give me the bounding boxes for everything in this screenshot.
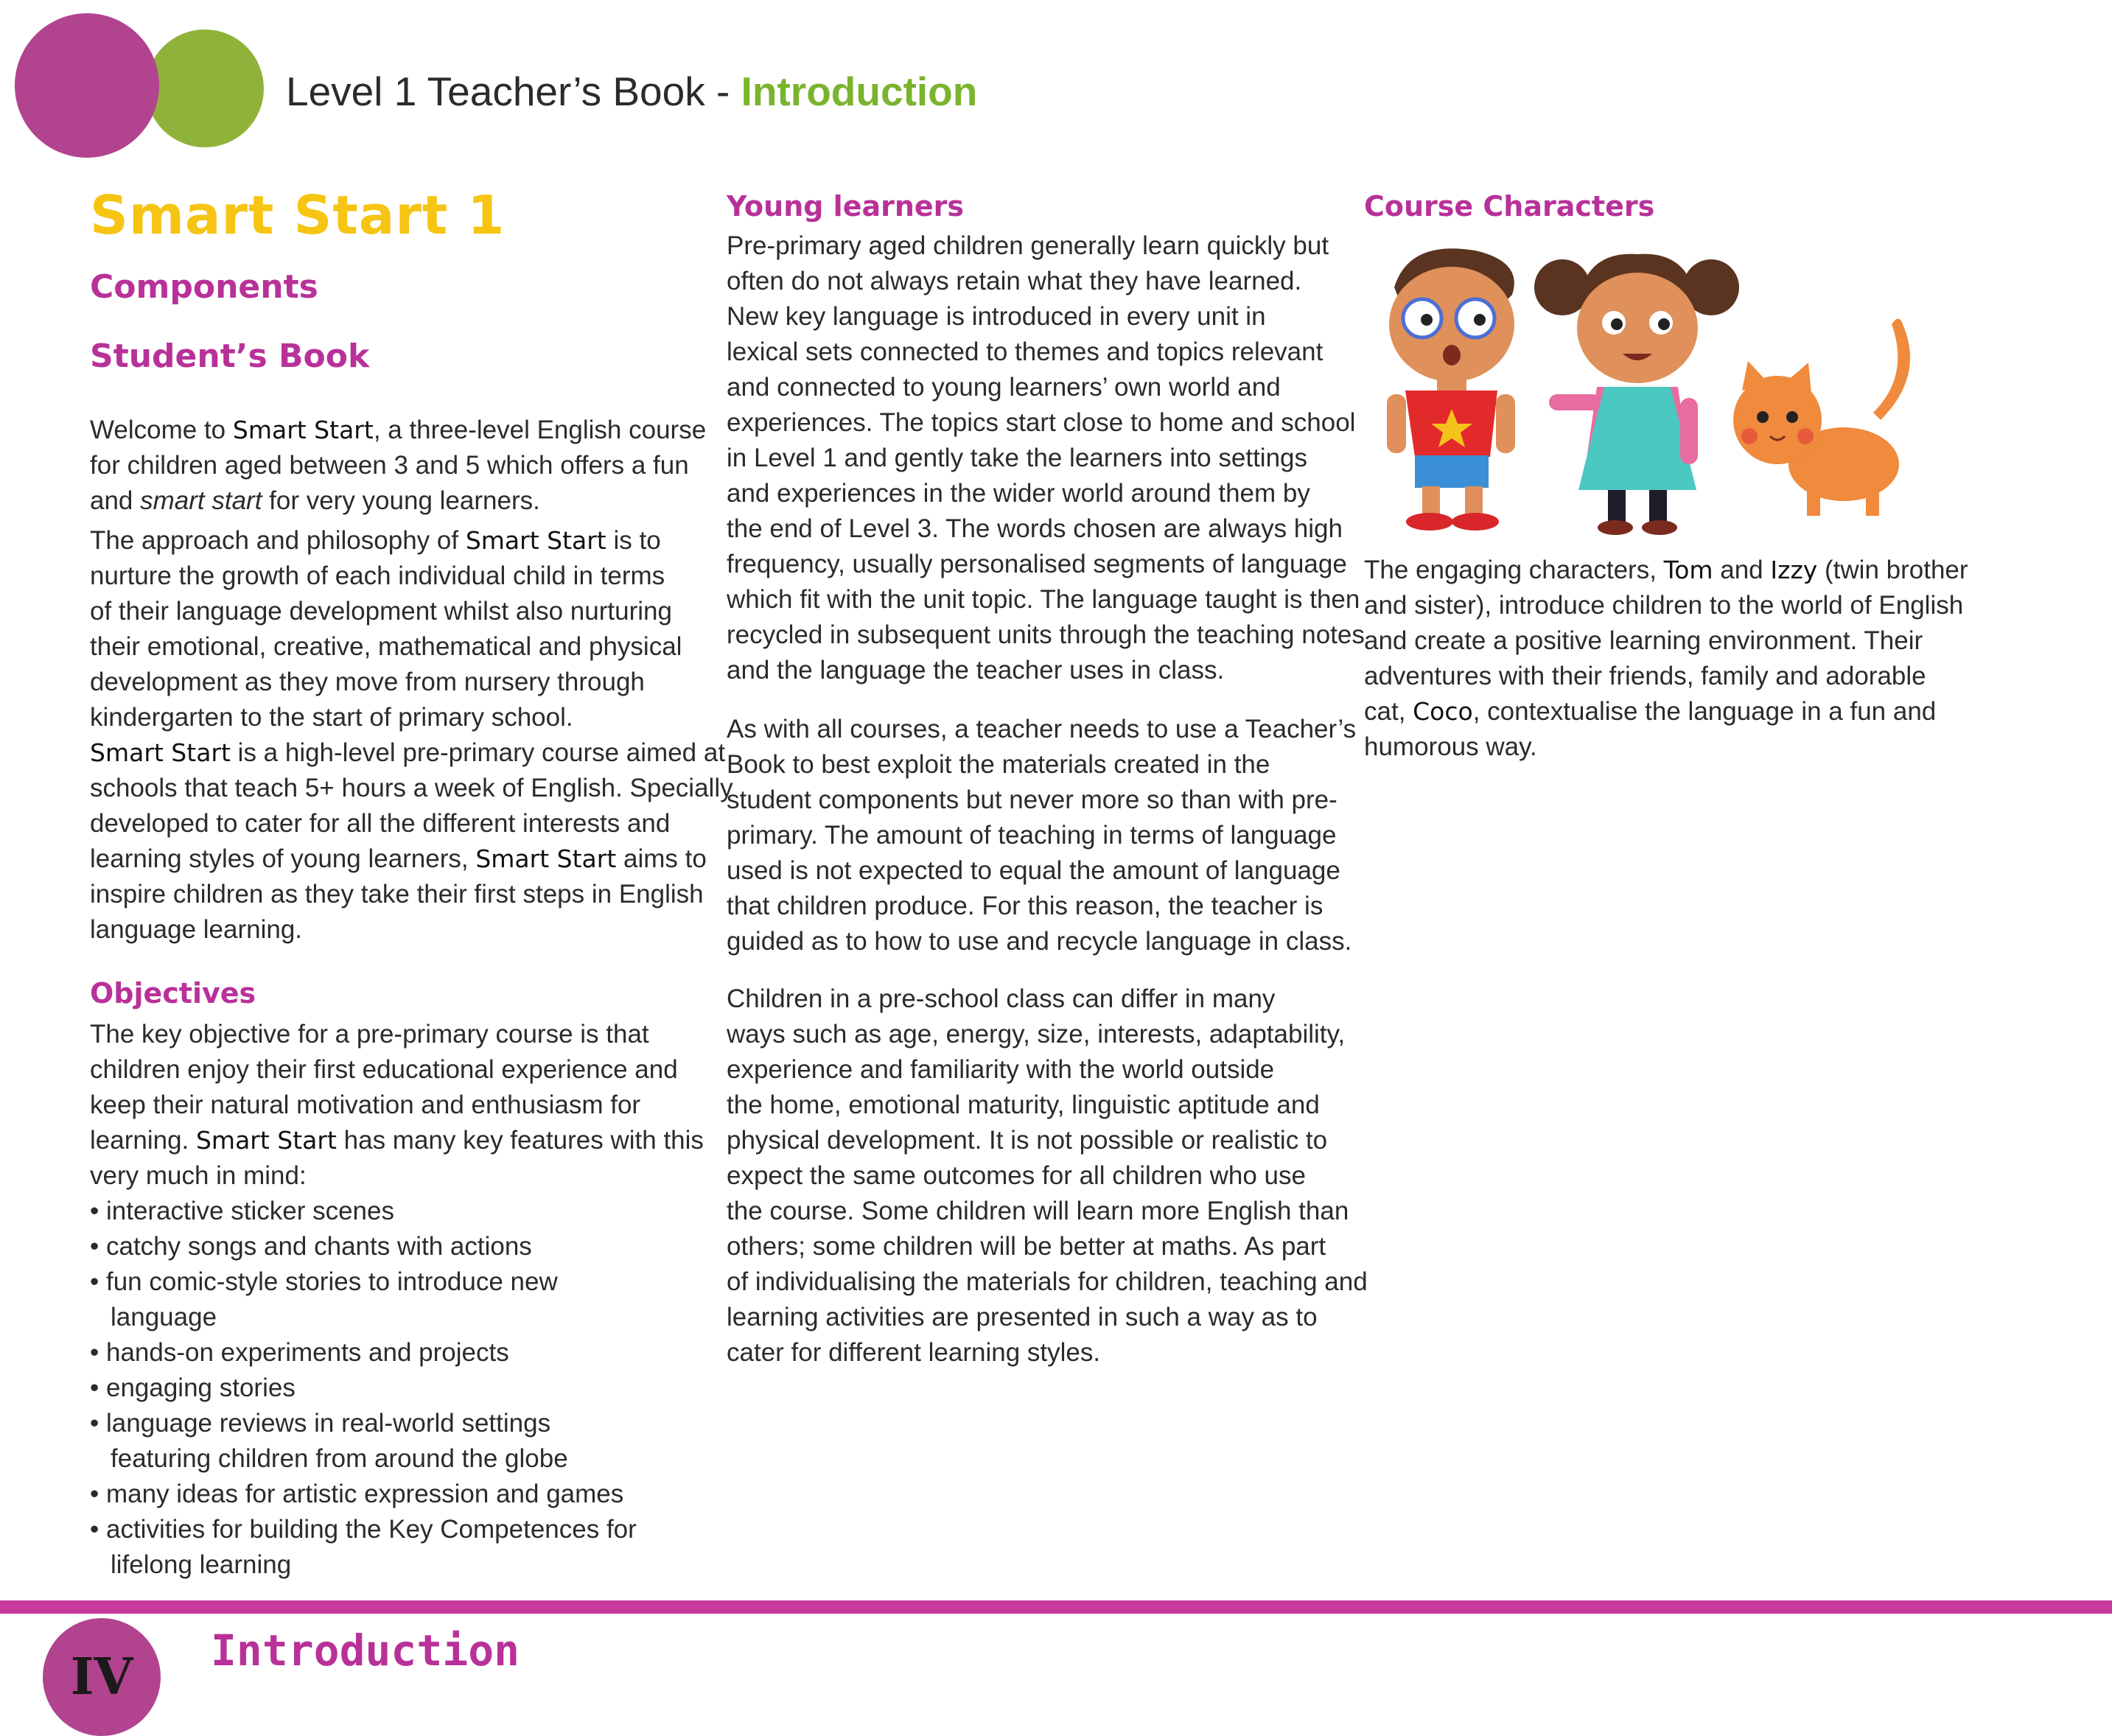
brand-name: Tom xyxy=(1663,556,1713,584)
text-line: learning styles of young learners, Smart Start aims to xyxy=(90,844,707,873)
approach-paragraph xyxy=(90,523,733,948)
footer-rule xyxy=(0,1600,2112,1614)
text-line: of their language development whilst also nurturing xyxy=(90,597,672,626)
book-title: Smart Start 1 xyxy=(90,184,506,246)
text-line: Smart Start is a high-level pre-primary course aimed at xyxy=(90,738,726,767)
text-line: New key language is introduced in every unit in xyxy=(727,302,1266,331)
text-line: of individualising the materials for children, teaching and xyxy=(727,1267,1368,1296)
footer-section-label: Introduction xyxy=(211,1625,520,1676)
text-line: The engaging characters, Tom and Izzy (twin brother xyxy=(1364,556,1968,584)
feature-list-item: • hands-on experiments and projects xyxy=(90,1335,650,1371)
text-line: humorous way. xyxy=(1364,732,1537,761)
text-line: learning activities are presented in such a way as to xyxy=(727,1303,1318,1331)
features-list xyxy=(90,1194,650,1583)
feature-list-item: • language reviews in real-world settings featuring children from around the globe xyxy=(90,1406,650,1477)
text-line: and create a positive learning environment. Their xyxy=(1364,626,1923,655)
text-line: experience and familiarity with the world outside xyxy=(727,1055,1275,1084)
objectives-paragraph xyxy=(90,1017,704,1194)
page-number-badge xyxy=(43,1618,161,1736)
text-line: As with all courses, a teacher needs to use a Teacher’s xyxy=(727,715,1357,743)
text-line: others; some children will be better at maths. As part xyxy=(727,1232,1326,1261)
emphasis-text: smart start xyxy=(140,486,262,515)
text-line: Welcome to Smart Start, a three-level English course xyxy=(90,416,707,444)
brand-name: Smart Start xyxy=(90,738,231,767)
header-circle-magenta xyxy=(15,13,159,158)
text-line: student components but never more so than with pre- xyxy=(727,785,1338,814)
text-line: recycled in subsequent units through the teaching notes xyxy=(727,620,1365,649)
feature-list-item: • catchy songs and chants with actions xyxy=(90,1229,650,1264)
text-line: Book to best exploit the materials created in the xyxy=(727,750,1270,779)
brand-name: Smart Start xyxy=(475,844,617,873)
text-line: and the language the teacher uses in class. xyxy=(727,656,1225,685)
text-line: Children in a pre-school class can differ in many xyxy=(727,984,1276,1013)
text-line: Pre-primary aged children generally learn quickly but xyxy=(727,231,1329,260)
text-line: and smart start for very young learners. xyxy=(90,486,540,515)
text-line: very much in mind: xyxy=(90,1161,307,1190)
text-line: in Level 1 and gently take the learners into settings xyxy=(727,444,1307,472)
brand-name: Smart Start xyxy=(195,1126,337,1155)
header-title-prefix: Level 1 Teacher’s Book - xyxy=(286,69,741,114)
text-line: frequency, usually personalised segments of language xyxy=(727,550,1347,578)
text-line: cater for different learning styles. xyxy=(727,1338,1101,1367)
feature-list-item: • activities for building the Key Competences for lifelong learning xyxy=(90,1512,650,1583)
text-line: lexical sets connected to themes and topics relevant xyxy=(727,337,1324,366)
page-number: IV xyxy=(70,1648,133,1707)
course-characters-illustration xyxy=(1365,243,1932,538)
feature-list-item: • fun comic-style stories to introduce new language xyxy=(90,1264,650,1335)
feature-list-item: • engaging stories xyxy=(90,1371,650,1406)
text-line: the course. Some children will learn more English than xyxy=(727,1197,1349,1225)
page-header-title xyxy=(286,68,977,115)
brand-name: Smart Start xyxy=(465,526,606,555)
young-learners-paragraph-1 xyxy=(727,228,1365,688)
izzy-character-icon xyxy=(1534,254,1739,535)
coco-cat-icon xyxy=(1733,319,1910,517)
text-line: primary. The amount of teaching in terms of language xyxy=(727,821,1337,850)
objectives-heading: Objectives xyxy=(90,977,256,1009)
tom-character-icon xyxy=(1387,248,1515,531)
text-line: the home, emotional maturity, linguistic aptitude and xyxy=(727,1091,1320,1119)
text-line: used is not expected to equal the amount of language xyxy=(727,856,1340,885)
components-heading: Components xyxy=(90,268,318,306)
text-line: language learning. xyxy=(90,915,303,944)
text-line: adventures with their friends, family and adorable xyxy=(1364,662,1926,690)
brand-name: Coco xyxy=(1413,697,1473,726)
brand-name: Smart Start xyxy=(232,416,374,444)
text-line: development as they move from nursery through xyxy=(90,668,645,696)
text-line: learning. Smart Start has many key features with this xyxy=(90,1126,704,1155)
text-line: children enjoy their first educational experience and xyxy=(90,1055,678,1084)
text-line: schools that teach 5+ hours a week of English. Specially xyxy=(90,774,733,802)
text-line: and sister), introduce children to the world of English xyxy=(1364,591,1964,620)
feature-list-item: • many ideas for artistic expression and games xyxy=(90,1477,650,1512)
text-line: inspire children as they take their first steps in English xyxy=(90,880,704,909)
header-circle-green xyxy=(146,29,264,147)
text-line: which fit with the unit topic. The language taught is then xyxy=(727,585,1360,614)
text-line: keep their natural motivation and enthusiasm for xyxy=(90,1091,641,1119)
text-line: ways such as age, energy, size, interests, adaptability, xyxy=(727,1020,1346,1049)
text-line: guided as to how to use and recycle language in class. xyxy=(727,927,1352,956)
young-learners-paragraph-2 xyxy=(727,712,1356,959)
features-list-wrapper xyxy=(90,1194,650,1583)
text-line: that children produce. For this reason, the teacher is xyxy=(727,892,1324,920)
young-learners-paragraph-3 xyxy=(727,981,1368,1371)
text-line: The approach and philosophy of Smart Start is to xyxy=(90,526,661,555)
text-line: cat, Coco, contextualise the language in a fun and xyxy=(1364,697,1937,726)
characters-description xyxy=(1364,553,1968,765)
text-line: their emotional, creative, mathematical and physical xyxy=(90,632,682,661)
text-line: developed to cater for all the different interests and xyxy=(90,809,671,838)
text-line: often do not always retain what they have learned. xyxy=(727,267,1302,295)
text-line: experiences. The topics start close to home and school xyxy=(727,408,1356,437)
text-line: physical development. It is not possible or realistic to xyxy=(727,1126,1328,1155)
text-line: and experiences in the wider world around them by xyxy=(727,479,1310,508)
text-line: the end of Level 3. The words chosen are always high xyxy=(727,514,1343,543)
text-line: and connected to young learners’ own world and xyxy=(727,373,1281,402)
text-line: for children aged between 3 and 5 which offers a fun xyxy=(90,451,689,480)
feature-list-item: • interactive sticker scenes xyxy=(90,1194,650,1229)
students-book-heading: Student’s Book xyxy=(90,337,370,375)
brand-name: Izzy xyxy=(1770,556,1818,584)
course-characters-heading: Course Characters xyxy=(1364,190,1655,223)
text-line: expect the same outcomes for all children who use xyxy=(727,1161,1306,1190)
header-title-highlight: Introduction xyxy=(741,69,978,114)
text-line: The key objective for a pre-primary course is that xyxy=(90,1020,649,1049)
young-learners-heading: Young learners xyxy=(727,190,965,223)
text-line: kindergarten to the start of primary school. xyxy=(90,703,573,732)
text-line: nurture the growth of each individual child in terms xyxy=(90,561,665,590)
welcome-paragraph xyxy=(90,413,706,519)
